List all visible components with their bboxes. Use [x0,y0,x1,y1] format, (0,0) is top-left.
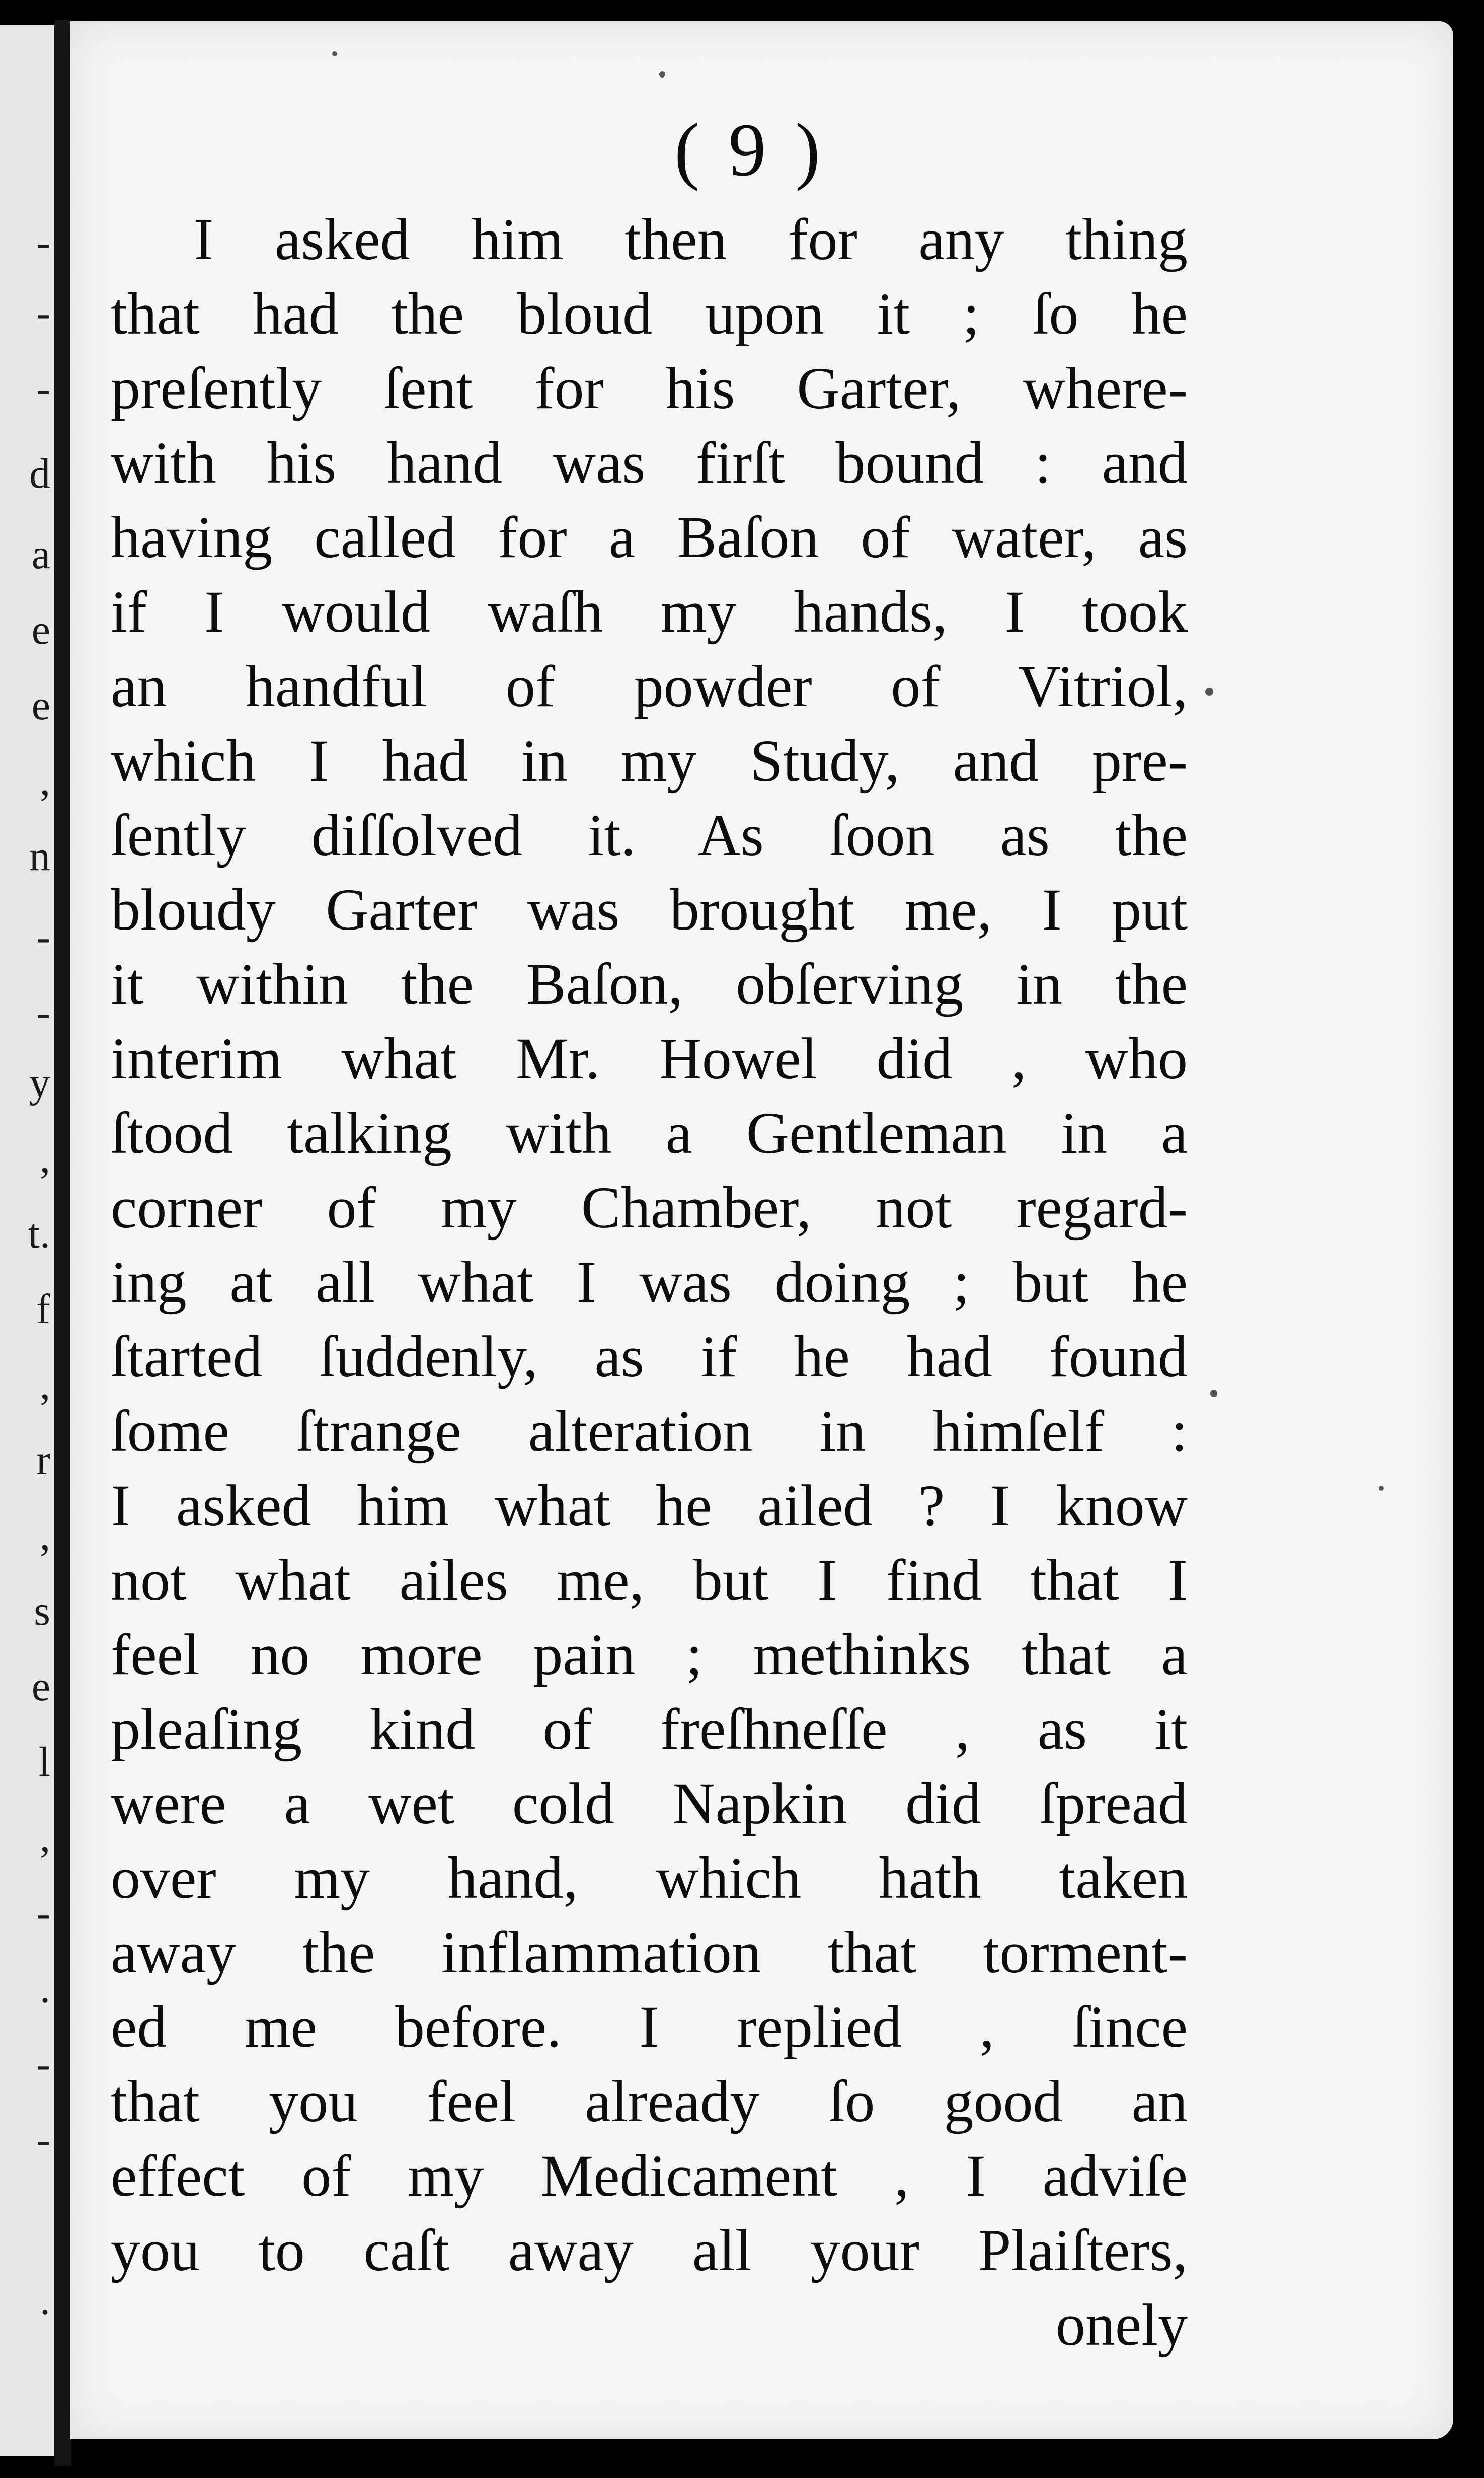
previous-page-fragment: d [29,450,50,497]
text-line: ſtood talking with a Gentleman in a [111,1100,1188,1166]
text-line: over my hand, which hath taken [111,1845,1188,1911]
previous-page-fragment: . [40,2277,50,2324]
text-line: effect of my Medicament , I adviſe [111,2143,1188,2209]
previous-page-fragment: f [36,1286,50,1333]
catchword: onely [1055,2292,1188,2358]
text-line: away the inflammation that torment- [111,1919,1188,1985]
book-page [70,21,1453,2439]
text-line: that had the bloud upon it ; ſo he [111,281,1188,347]
ink-speck [659,71,665,78]
previous-page-fragment: s [34,1588,50,1635]
text-line: having called for a Baſon of water, as [111,504,1188,570]
text-line: with his hand was firſt bound : and [111,430,1188,496]
text-line: if I would waſh my hands, I took [111,579,1188,645]
text-line: ed me before. I replied , ſince [111,1994,1188,2060]
ink-speck [1205,688,1213,696]
previous-page-fragment: e [31,1663,50,1710]
previous-page-edge [0,25,58,2456]
previous-page-fragment: - [36,289,50,336]
previous-page-fragment: t. [28,1210,50,1257]
text-line: an handful of powder of Vitriol, [111,653,1188,719]
text-line: ing at all what I was doing ; but he [111,1249,1188,1315]
previous-page-fragment: . [40,1965,50,2012]
text-line: preſently ſent for his Garter, where- [111,355,1188,421]
body-text [111,202,1188,2362]
previous-page-fragment: , [40,1135,50,1182]
text-line: not what ailes me, but I find that I [111,1547,1188,1613]
previous-page-fragment: l [38,1739,50,1786]
previous-page-fragment: - [36,2116,50,2163]
text-line: it within the Baſon, obſerving in the [111,951,1188,1017]
previous-page-fragment: e [31,606,50,653]
text-line: that you feel already ſo good an [111,2068,1188,2134]
text-line: bloudy Garter was brought me, I put [111,877,1188,943]
book-gutter [54,20,71,2466]
text-line: you to caſt away all your Plaiſters, [111,2217,1188,2283]
text-line: interim what Mr. Howel did , who [111,1026,1188,1092]
text-line: ſently diſſolved it. As ſoon as the [111,802,1188,868]
text-line: ſtarted ſuddenly, as if he had found [111,1324,1188,1389]
text-line: I asked him then for any thing [194,206,1188,272]
previous-page-fragment: - [36,365,50,412]
text-line: pleaſing kind of freſhneſſe , as it [111,1696,1188,1762]
ink-speck [1210,1390,1217,1397]
text-line: which I had in my Study, and pre- [111,728,1188,794]
text-line: I asked him what he ailed ? I know [111,1473,1188,1538]
previous-page-fragment: , [40,1814,50,1861]
text-line: ſome ſtrange alteration in himſelf : [111,1398,1188,1464]
previous-page-fragment: - [36,219,50,266]
ink-speck [1379,1486,1384,1491]
previous-page-fragment: , [40,757,50,804]
ink-speck [332,51,337,56]
previous-page-fragment: , [40,1512,50,1559]
previous-page-fragment: , [40,1361,50,1408]
previous-page-fragment: n [29,833,50,880]
previous-page-fragment: - [36,913,50,960]
previous-page-fragment: e [31,682,50,729]
previous-page-fragment: r [36,1437,50,1484]
text-line: feel no more pain ; methinks that a [111,1621,1188,1687]
previous-page-fragment: - [36,989,50,1036]
previous-page-fragment: - [36,1890,50,1937]
text-line: were a wet cold Napkin did ſpread [111,1770,1188,1836]
previous-page-fragment: y [29,1059,50,1106]
page-number: ( 9 ) [674,108,825,192]
previous-page-fragment: - [36,2041,50,2087]
previous-page-fragment: a [31,531,50,578]
text-line: corner of my Chamber, not regard- [111,1175,1188,1241]
